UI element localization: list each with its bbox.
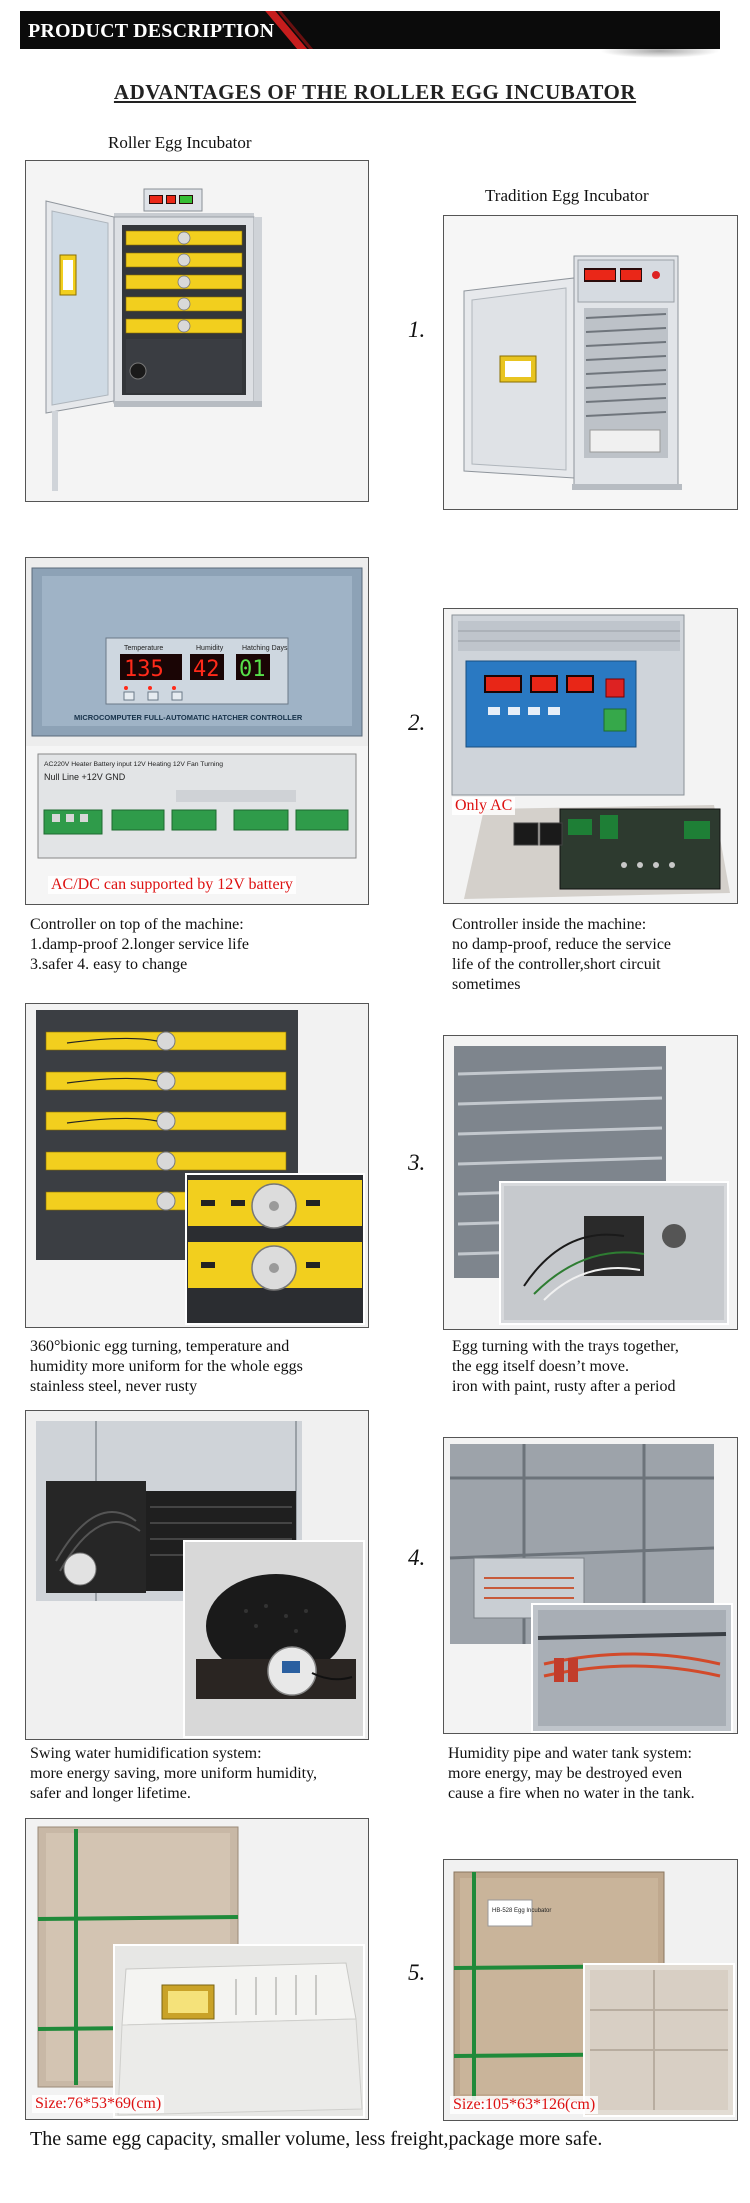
temperature-label: Temperature xyxy=(124,645,164,652)
caption-line: Controller on top of the machine: xyxy=(30,916,244,933)
roller-incubator-photo xyxy=(25,160,369,502)
roller-humidification-caption xyxy=(30,1744,317,1804)
caption-line: 3.safer 4. easy to change xyxy=(30,956,188,973)
caption-line: 1.damp-proof 2.longer service life xyxy=(30,936,250,953)
controller-brand-text: MICROCOMPUTER FULL-AUTOMATIC HATCHER CONTROLLER xyxy=(74,713,303,722)
page-title: ADVANTAGES OF THE ROLLER EGG INCUBATOR xyxy=(113,80,637,104)
caption-line: cause a fire when no water in the tank. xyxy=(448,1785,695,1802)
hatching-days-label: Hatching Days xyxy=(242,645,288,652)
banner-label: PRODUCT DESCRIPTION xyxy=(28,20,275,42)
row-number-4: 4. xyxy=(408,1545,426,1570)
row-number-1: 1. xyxy=(408,317,426,342)
roller-package-photo xyxy=(25,1818,369,2120)
row-number-3: 3. xyxy=(408,1150,426,1175)
tradition-size-tag: Size:105*63*126(cm) xyxy=(450,2096,598,2114)
roller-controller-photo xyxy=(25,557,369,905)
caption-line: Controller inside the machine: xyxy=(452,916,647,933)
roller-controller-caption xyxy=(30,915,249,975)
humidity-label: Humidity xyxy=(196,645,224,652)
tradition-controller-photo xyxy=(443,608,738,904)
caption-line: Humidity pipe and water tank system: xyxy=(448,1745,692,1762)
banner-shadow xyxy=(600,44,720,58)
caption-line: sometimes xyxy=(452,976,521,993)
caption-line: the egg itself doesn’t move. xyxy=(452,1358,629,1375)
tradition-power-tag: Only AC xyxy=(452,797,515,815)
terminal-label-row-2: Null Line +12V GND xyxy=(44,772,126,782)
caption-line: Egg turning with the trays together, xyxy=(452,1338,679,1355)
roller-humidification-photo xyxy=(25,1410,369,1740)
tradition-egg-turning-caption xyxy=(452,1337,679,1397)
caption-line: iron with paint, rusty after a period xyxy=(452,1378,676,1395)
row-number-2: 2. xyxy=(408,710,426,735)
roller-egg-turning-photo xyxy=(25,1003,369,1328)
tradition-column-label: Tradition Egg Incubator xyxy=(485,186,649,205)
roller-egg-turning-caption xyxy=(30,1337,303,1397)
caption-line: Swing water humidification system: xyxy=(30,1745,262,1762)
caption-line: stainless steel, never rusty xyxy=(30,1378,198,1395)
roller-power-tag: AC/DC can supported by 12V battery xyxy=(48,876,296,894)
terminal-label-row-1: AC220V Heater Battery input 12V Heating 12V Fan Turning xyxy=(44,761,224,768)
tradition-incubator-photo xyxy=(443,215,738,510)
caption-line: humidity more uniform for the whole eggs xyxy=(30,1358,303,1375)
caption-line: 360°bionic egg turning, temperature and xyxy=(30,1338,290,1355)
caption-line: more energy saving, more uniform humidity, xyxy=(30,1765,318,1782)
temperature-readout: 135 xyxy=(124,657,164,682)
roller-size-tag: Size:76*53*69(cm) xyxy=(32,2095,164,2113)
hatching-days-readout: 01 xyxy=(239,657,266,682)
tradition-package-photo xyxy=(443,1859,738,2121)
row-number-5: 5. xyxy=(408,1960,426,1985)
tradition-humidification-photo xyxy=(443,1437,738,1734)
tradition-controller-caption xyxy=(452,915,671,995)
tradition-egg-turning-photo xyxy=(443,1035,738,1330)
caption-line: safer and longer lifetime. xyxy=(30,1785,191,1802)
package-box-label: HB-528 Egg Incubator xyxy=(492,1908,552,1914)
humidity-readout: 42 xyxy=(193,657,220,682)
roller-column-label: Roller Egg Incubator xyxy=(108,133,252,152)
caption-line: no damp-proof, reduce the service xyxy=(452,936,672,953)
caption-line: life of the controller,short circuit xyxy=(452,956,661,973)
tradition-humidification-caption xyxy=(448,1744,695,1804)
footer-summary: The same egg capacity, smaller volume, less freight,package more safe. xyxy=(30,2128,603,2150)
caption-line: more energy, may be destroyed even xyxy=(448,1765,683,1782)
